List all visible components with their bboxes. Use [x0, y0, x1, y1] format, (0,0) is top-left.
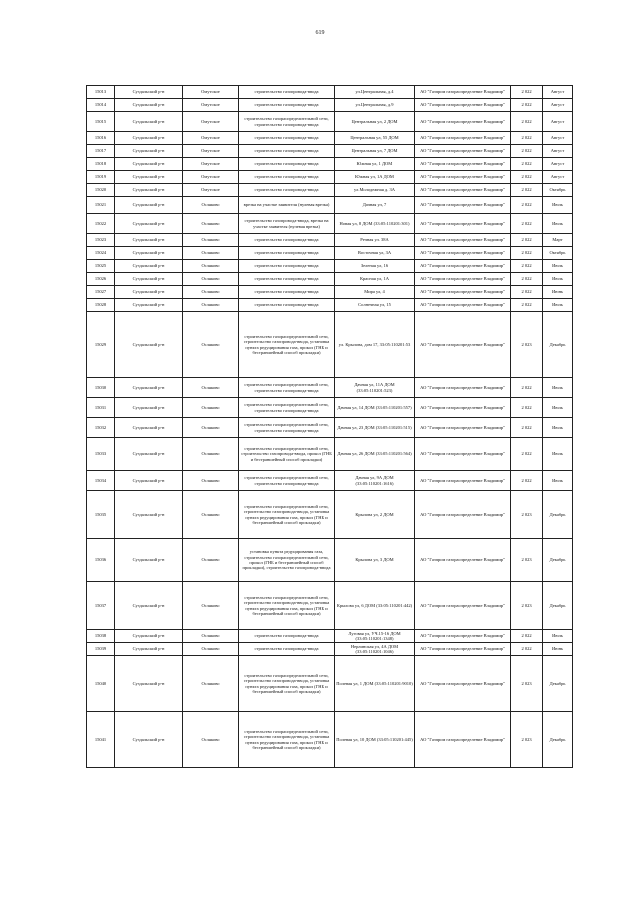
- year-cell: 2 023: [511, 312, 543, 378]
- district-cell: Суздальский р-н: [115, 643, 183, 656]
- table-row: [87, 286, 573, 299]
- work-type-cell: строительство газораспределительной сети, строительство газопровода-ввода, установка пункта редуцирования газа, прокол (ГНБ и бестраншейный способ прокладки): [239, 582, 335, 630]
- address-cell: Крылова ул, 3 ДОМ: [335, 539, 415, 582]
- year-cell: 2 022: [511, 234, 543, 247]
- year-cell: 2 022: [511, 214, 543, 234]
- locality-cell: Омутское: [183, 132, 239, 145]
- year-cell: 2 022: [511, 643, 543, 656]
- month-cell: Июль: [543, 260, 573, 273]
- district-cell: Суздальский р-н: [115, 184, 183, 197]
- table-row: [87, 99, 573, 112]
- locality-cell: Осляково: [183, 582, 239, 630]
- year-cell: 2 023: [511, 712, 543, 768]
- year-cell: 2 022: [511, 197, 543, 214]
- month-cell: Март: [543, 234, 573, 247]
- address-cell: Крылова ул, 2 ДОМ: [335, 491, 415, 539]
- executor-cell: АО "Газпром газораспределение Владимир": [415, 438, 511, 471]
- executor-cell: АО "Газпром газораспределение Владимир": [415, 99, 511, 112]
- district-cell: Суздальский р-н: [115, 132, 183, 145]
- work-type-cell: строительство газораспределительной сети, строительство газопровода-ввода, установка пункта редуцирования газа, прокол (ГНБ и бестраншейный способ прокладки): [239, 491, 335, 539]
- row-number: 15041: [87, 712, 115, 768]
- table-row: [87, 299, 573, 312]
- executor-cell: АО "Газпром газораспределение Владимир": [415, 299, 511, 312]
- month-cell: Декабрь: [543, 491, 573, 539]
- table-row: [87, 630, 573, 643]
- table-row: [87, 471, 573, 491]
- month-cell: Август: [543, 158, 573, 171]
- district-cell: Суздальский р-н: [115, 286, 183, 299]
- month-cell: Июль: [543, 214, 573, 234]
- row-number: 15035: [87, 491, 115, 539]
- year-cell: 2 022: [511, 398, 543, 418]
- month-cell: Декабрь: [543, 312, 573, 378]
- row-number: 15039: [87, 643, 115, 656]
- row-number: 15031: [87, 398, 115, 418]
- work-type-cell: строительство газопровода-ввода: [239, 132, 335, 145]
- row-number: 15038: [87, 630, 115, 643]
- month-cell: Июль: [543, 471, 573, 491]
- district-cell: Суздальский р-н: [115, 418, 183, 438]
- locality-cell: Осляково: [183, 378, 239, 398]
- year-cell: 2 022: [511, 145, 543, 158]
- work-type-cell: строительство газопровода-ввода: [239, 184, 335, 197]
- year-cell: 2 022: [511, 418, 543, 438]
- month-cell: Декабрь: [543, 656, 573, 712]
- row-number: 15016: [87, 132, 115, 145]
- district-cell: Суздальский р-н: [115, 582, 183, 630]
- month-cell: Июль: [543, 438, 573, 471]
- year-cell: 2 022: [511, 86, 543, 99]
- row-number: 15033: [87, 438, 115, 471]
- row-number: 15036: [87, 539, 115, 582]
- district-cell: Суздальский р-н: [115, 247, 183, 260]
- address-cell: Речная ул. 38А: [335, 234, 415, 247]
- table-row: [87, 273, 573, 286]
- address-cell: Дачная ул, 26 ДОМ (33:05:110201:564): [335, 438, 415, 471]
- executor-cell: АО "Газпром газораспределение Владимир": [415, 491, 511, 539]
- table-body: [87, 86, 573, 768]
- year-cell: 2 023: [511, 582, 543, 630]
- row-number: 15030: [87, 378, 115, 398]
- work-type-cell: строительство газопровода-ввода: [239, 247, 335, 260]
- year-cell: 2 022: [511, 158, 543, 171]
- work-type-cell: строительство газопровода-ввода: [239, 643, 335, 656]
- year-cell: 2 023: [511, 656, 543, 712]
- district-cell: Суздальский р-н: [115, 471, 183, 491]
- table-row: [87, 247, 573, 260]
- row-number: 15025: [87, 260, 115, 273]
- locality-cell: Осляково: [183, 234, 239, 247]
- address-cell: Новая ул, 8 ДОМ (33:05:110201:301): [335, 214, 415, 234]
- work-type-cell: строительство газопровода-ввода: [239, 99, 335, 112]
- work-type-cell: строительство газопровода-ввода: [239, 145, 335, 158]
- month-cell: Декабрь: [543, 539, 573, 582]
- address-cell: Полевая ул, 10 ДОМ (33:05:110201:445): [335, 712, 415, 768]
- table-row: [87, 643, 573, 656]
- month-cell: Декабрь: [543, 712, 573, 768]
- district-cell: Суздальский р-н: [115, 312, 183, 378]
- row-number: 15014: [87, 99, 115, 112]
- work-type-cell: строительство газопровода-ввода: [239, 234, 335, 247]
- month-cell: Июль: [543, 418, 573, 438]
- executor-cell: АО "Газпром газораспределение Владимир": [415, 197, 511, 214]
- table-row: [87, 418, 573, 438]
- district-cell: Суздальский р-н: [115, 438, 183, 471]
- year-cell: 2 022: [511, 438, 543, 471]
- district-cell: Суздальский р-н: [115, 299, 183, 312]
- district-cell: Суздальский р-н: [115, 539, 183, 582]
- work-type-cell: строительство газопровода-ввода: [239, 158, 335, 171]
- row-number: 15021: [87, 197, 115, 214]
- row-number: 15026: [87, 273, 115, 286]
- address-cell: Центральная ул, 55 ДОМ: [335, 132, 415, 145]
- work-type-cell: строительство газораспределительной сети, строительство газопровода-ввода: [239, 398, 335, 418]
- gasification-registry-table: [86, 85, 573, 768]
- month-cell: Август: [543, 171, 573, 184]
- month-cell: Июль: [543, 630, 573, 643]
- work-type-cell: строительство газопровода-ввода: [239, 630, 335, 643]
- executor-cell: АО "Газпром газораспределение Владимир": [415, 418, 511, 438]
- executor-cell: АО "Газпром газораспределение Владимир": [415, 184, 511, 197]
- row-number: 15013: [87, 86, 115, 99]
- month-cell: Июнь: [543, 286, 573, 299]
- address-cell: ул.Центральная, д.4: [335, 86, 415, 99]
- year-cell: 2 023: [511, 539, 543, 582]
- work-type-cell: строительство газораспределительной сети, строительство газопровода-ввода, установка пункта редуцирования газа, прокол (ГНБ и бестраншейный способ прокладки): [239, 656, 335, 712]
- month-cell: Август: [543, 99, 573, 112]
- locality-cell: Осляково: [183, 312, 239, 378]
- locality-cell: Осляково: [183, 247, 239, 260]
- executor-cell: АО "Газпром газораспределение Владимир": [415, 630, 511, 643]
- year-cell: 2 022: [511, 471, 543, 491]
- year-cell: 2 022: [511, 630, 543, 643]
- locality-cell: Осляково: [183, 273, 239, 286]
- work-type-cell: строительство газопровода-ввода, врезка на участке заявителя (нулевая врезка): [239, 214, 335, 234]
- address-cell: Южная ул, 1А ДОМ: [335, 171, 415, 184]
- address-cell: Дачная ул, 11А ДОМ (33:05:110201:523): [335, 378, 415, 398]
- executor-cell: АО "Газпром газораспределение Владимир": [415, 539, 511, 582]
- address-cell: Дачная ул, 7: [335, 197, 415, 214]
- year-cell: 2 022: [511, 132, 543, 145]
- table-row: [87, 378, 573, 398]
- locality-cell: Осляково: [183, 197, 239, 214]
- row-number: 15015: [87, 112, 115, 132]
- address-cell: Луговая ул, УЧ.15-16 ДОМ (33:05:110201:1348): [335, 630, 415, 643]
- table-row: [87, 132, 573, 145]
- address-cell: Зеленая ул, 16: [335, 260, 415, 273]
- work-type-cell: строительство газопровода-ввода: [239, 171, 335, 184]
- address-cell: Мира ул, 4: [335, 286, 415, 299]
- work-type-cell: установка пункта редуцирования газа, строительство газораспределительной сети, прокол (ГНБ и бестраншейный способ прокладки), строительство газопровода-ввода: [239, 539, 335, 582]
- executor-cell: АО "Газпром газораспределение Владимир": [415, 234, 511, 247]
- year-cell: 2 022: [511, 247, 543, 260]
- month-cell: Июль: [543, 398, 573, 418]
- address-cell: Центральная ул, 2 ДОМ: [335, 112, 415, 132]
- table-row: [87, 112, 573, 132]
- table-row: [87, 312, 573, 378]
- locality-cell: Омутское: [183, 99, 239, 112]
- locality-cell: Омутское: [183, 86, 239, 99]
- table-row: [87, 491, 573, 539]
- executor-cell: АО "Газпром газораспределение Владимир": [415, 582, 511, 630]
- district-cell: Суздальский р-н: [115, 491, 183, 539]
- locality-cell: Омутское: [183, 184, 239, 197]
- address-cell: Восточная ул, 3А: [335, 247, 415, 260]
- executor-cell: АО "Газпром газораспределение Владимир": [415, 712, 511, 768]
- work-type-cell: врезка на участке заявителя (нулевая врезка): [239, 197, 335, 214]
- row-number: 15022: [87, 214, 115, 234]
- table-row: [87, 260, 573, 273]
- table-row: [87, 158, 573, 171]
- address-cell: Дачная ул, 9А ДОМ (33:05:110201:1616): [335, 471, 415, 491]
- year-cell: 2 022: [511, 99, 543, 112]
- table-row: [87, 184, 573, 197]
- district-cell: Суздальский р-н: [115, 99, 183, 112]
- month-cell: Август: [543, 86, 573, 99]
- locality-cell: Осляково: [183, 418, 239, 438]
- executor-cell: АО "Газпром газораспределение Владимир": [415, 86, 511, 99]
- executor-cell: АО "Газпром газораспределение Владимир": [415, 112, 511, 132]
- table-row: [87, 438, 573, 471]
- executor-cell: АО "Газпром газораспределение Владимир": [415, 656, 511, 712]
- district-cell: Суздальский р-н: [115, 197, 183, 214]
- table-row: [87, 171, 573, 184]
- executor-cell: АО "Газпром газораспределение Владимир": [415, 260, 511, 273]
- table-row: [87, 86, 573, 99]
- year-cell: 2 023: [511, 491, 543, 539]
- work-type-cell: строительство газораспределительной сети, строительство газопровода-ввода, установка пункта редуцирования газа, прокол (ГНБ и бестраншейный способ прокладки): [239, 712, 335, 768]
- table-row: [87, 145, 573, 158]
- locality-cell: Осляково: [183, 539, 239, 582]
- executor-cell: АО "Газпром газораспределение Владимир": [415, 214, 511, 234]
- work-type-cell: строительство газопровода-ввода: [239, 260, 335, 273]
- work-type-cell: строительство газораспределительной сети, строительство газопровода-ввода, установка пункта редуцирования газа, прокол (ГНБ и бестраншейный способ прокладки): [239, 312, 335, 378]
- work-type-cell: строительство газораспределительной сети, строительство газопровода-ввода: [239, 418, 335, 438]
- month-cell: Июль: [543, 273, 573, 286]
- month-cell: Июль: [543, 299, 573, 312]
- year-cell: 2 022: [511, 273, 543, 286]
- district-cell: Суздальский р-н: [115, 214, 183, 234]
- month-cell: Октябрь: [543, 184, 573, 197]
- district-cell: Суздальский р-н: [115, 712, 183, 768]
- table-row: [87, 539, 573, 582]
- row-number: 15023: [87, 234, 115, 247]
- locality-cell: Осляково: [183, 471, 239, 491]
- locality-cell: Осляково: [183, 260, 239, 273]
- locality-cell: Омутское: [183, 145, 239, 158]
- address-cell: Крылова ул, 6 ДОМ (33:05:110201:442): [335, 582, 415, 630]
- address-cell: Центральная ул, 7 ДОМ: [335, 145, 415, 158]
- executor-cell: АО "Газпром газораспределение Владимир": [415, 273, 511, 286]
- row-number: 15019: [87, 171, 115, 184]
- district-cell: Суздальский р-н: [115, 260, 183, 273]
- locality-cell: Осляково: [183, 491, 239, 539]
- locality-cell: Омутское: [183, 171, 239, 184]
- district-cell: Суздальский р-н: [115, 378, 183, 398]
- district-cell: Суздальский р-н: [115, 158, 183, 171]
- table-row: [87, 656, 573, 712]
- year-cell: 2 022: [511, 286, 543, 299]
- row-number: 15017: [87, 145, 115, 158]
- executor-cell: АО "Газпром газораспределение Владимир": [415, 643, 511, 656]
- address-cell: ул. Крылова, дом 17, 33:05:110201:53: [335, 312, 415, 378]
- district-cell: Суздальский р-н: [115, 273, 183, 286]
- row-number: 15020: [87, 184, 115, 197]
- executor-cell: АО "Газпром газораспределение Владимир": [415, 171, 511, 184]
- locality-cell: Осляково: [183, 214, 239, 234]
- table-row: [87, 398, 573, 418]
- locality-cell: Осляково: [183, 643, 239, 656]
- district-cell: Суздальский р-н: [115, 234, 183, 247]
- year-cell: 2 022: [511, 299, 543, 312]
- table-row: [87, 582, 573, 630]
- executor-cell: АО "Газпром газораспределение Владимир": [415, 286, 511, 299]
- month-cell: Август: [543, 145, 573, 158]
- executor-cell: АО "Газпром газораспределение Владимир": [415, 312, 511, 378]
- work-type-cell: строительство газопровода-ввода: [239, 86, 335, 99]
- work-type-cell: строительство газопровода-ввода: [239, 299, 335, 312]
- work-type-cell: строительство газопровода-ввода: [239, 286, 335, 299]
- locality-cell: Осляково: [183, 656, 239, 712]
- month-cell: Октябрь: [543, 247, 573, 260]
- month-cell: Декабрь: [543, 582, 573, 630]
- locality-cell: Омутское: [183, 112, 239, 132]
- work-type-cell: строительство газораспределительной сети, строительство газопровода-ввода: [239, 378, 335, 398]
- table-row: [87, 197, 573, 214]
- district-cell: Суздальский р-н: [115, 630, 183, 643]
- row-number: 15034: [87, 471, 115, 491]
- address-cell: Солнечная ул, 15: [335, 299, 415, 312]
- district-cell: Суздальский р-н: [115, 171, 183, 184]
- address-cell: Полевая ул, 1 ДОМ (33:05:110201:9010): [335, 656, 415, 712]
- executor-cell: АО "Газпром газораспределение Владимир": [415, 132, 511, 145]
- year-cell: 2 022: [511, 171, 543, 184]
- locality-cell: Осляково: [183, 398, 239, 418]
- month-cell: Июнь: [543, 643, 573, 656]
- row-number: 15018: [87, 158, 115, 171]
- row-number: 15037: [87, 582, 115, 630]
- address-cell: Дачная ул, 23 ДОМ (33:05:110201:515): [335, 418, 415, 438]
- work-type-cell: строительство газораспределительной сети, строительство газопровода-ввода: [239, 112, 335, 132]
- district-cell: Суздальский р-н: [115, 86, 183, 99]
- year-cell: 2 022: [511, 112, 543, 132]
- address-cell: ул.Молодежная д. 3А: [335, 184, 415, 197]
- executor-cell: АО "Газпром газораспределение Владимир": [415, 378, 511, 398]
- table-row: [87, 234, 573, 247]
- year-cell: 2 022: [511, 184, 543, 197]
- work-type-cell: строительство газораспределительной сети, строительство газопровода-ввода, прокол (ГНБ и бестраншейный способ прокладки): [239, 438, 335, 471]
- executor-cell: АО "Газпром газораспределение Владимир": [415, 471, 511, 491]
- address-cell: ул.Центральная, д.9: [335, 99, 415, 112]
- district-cell: Суздальский р-н: [115, 145, 183, 158]
- address-cell: Красная ул, 1А: [335, 273, 415, 286]
- row-number: 15028: [87, 299, 115, 312]
- executor-cell: АО "Газпром газораспределение Владимир": [415, 247, 511, 260]
- locality-cell: Осляково: [183, 712, 239, 768]
- executor-cell: АО "Газпром газораспределение Владимир": [415, 158, 511, 171]
- address-cell: Нерлинская ул, 4А ДОМ (33:05:110201:1046): [335, 643, 415, 656]
- page-number: 619: [315, 30, 325, 36]
- row-number: 15024: [87, 247, 115, 260]
- locality-cell: Осляково: [183, 630, 239, 643]
- year-cell: 2 022: [511, 260, 543, 273]
- month-cell: Август: [543, 112, 573, 132]
- district-cell: Суздальский р-н: [115, 112, 183, 132]
- year-cell: 2 022: [511, 378, 543, 398]
- district-cell: Суздальский р-н: [115, 398, 183, 418]
- work-type-cell: строительство газопровода-ввода: [239, 273, 335, 286]
- month-cell: Август: [543, 132, 573, 145]
- locality-cell: Осляково: [183, 286, 239, 299]
- district-cell: Суздальский р-н: [115, 656, 183, 712]
- month-cell: Июль: [543, 378, 573, 398]
- table-row: [87, 712, 573, 768]
- executor-cell: АО "Газпром газораспределение Владимир": [415, 398, 511, 418]
- row-number: 15027: [87, 286, 115, 299]
- work-type-cell: строительство газораспределительной сети, строительство газопровода-ввода: [239, 471, 335, 491]
- locality-cell: Омутское: [183, 158, 239, 171]
- row-number: 15029: [87, 312, 115, 378]
- table-row: [87, 214, 573, 234]
- address-cell: Дачная ул, 14 ДОМ (33:05:110201:557): [335, 398, 415, 418]
- locality-cell: Осляково: [183, 438, 239, 471]
- row-number: 15040: [87, 656, 115, 712]
- month-cell: Июль: [543, 197, 573, 214]
- address-cell: Южная ул, 1 ДОМ: [335, 158, 415, 171]
- locality-cell: Осляково: [183, 299, 239, 312]
- executor-cell: АО "Газпром газораспределение Владимир": [415, 145, 511, 158]
- row-number: 15032: [87, 418, 115, 438]
